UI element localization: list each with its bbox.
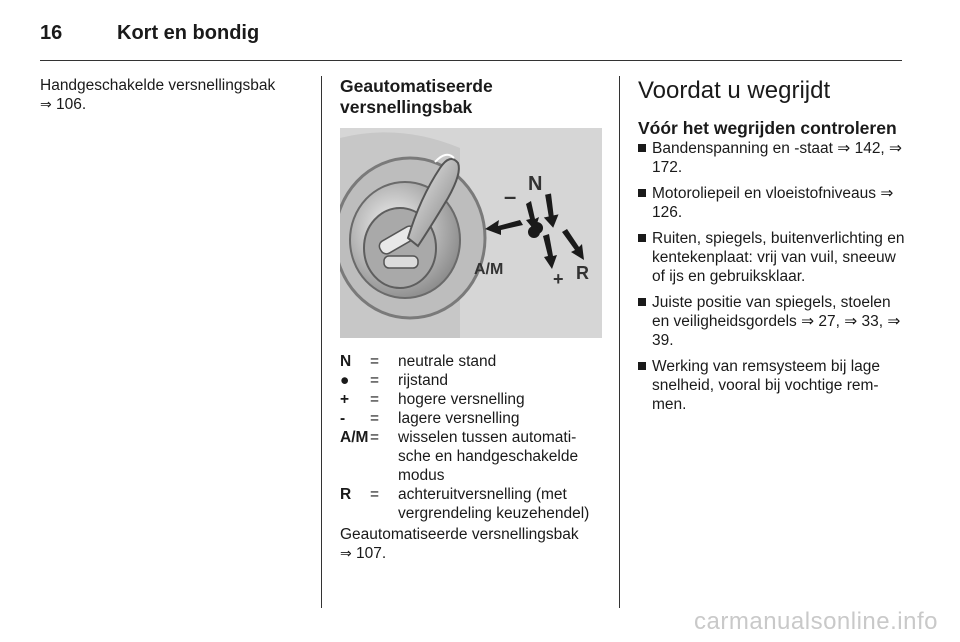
symbol-legend <box>340 352 602 523</box>
reference-page: 106. <box>56 96 87 113</box>
header-rule <box>40 60 902 61</box>
page-title: Kort en bondig <box>117 22 260 44</box>
column-1 <box>40 76 310 115</box>
reference-page: 107. <box>356 545 387 562</box>
legend-equals: = <box>370 486 380 503</box>
column-divider <box>619 76 620 608</box>
section-heading-line: Geautomatiseerde <box>340 76 493 96</box>
checklist-item: Ruiten, spiegels, buitenverlichting en kentekenplaat: vrij van vuil, sneeuw of ijs en gebruiksklaar. <box>638 229 906 286</box>
legend-symbol: + <box>340 391 350 408</box>
gear-selector-svg <box>340 128 602 338</box>
cross-reference[interactable] <box>340 525 602 564</box>
legend-description: neutrale stand <box>398 353 497 370</box>
legend-row <box>340 409 602 428</box>
page-number: 16 <box>40 22 63 44</box>
sub-heading: Vóór het wegrijden controleren <box>638 118 897 138</box>
legend-description: hogere versnelling <box>398 391 525 408</box>
legend-row <box>340 485 602 523</box>
legend-symbol: A/M <box>340 429 369 446</box>
figure-label-minus: – <box>504 184 517 209</box>
column-2 <box>340 76 602 562</box>
figure-label-r: R <box>576 263 589 283</box>
legend-description: rijstand <box>398 372 448 389</box>
legend-description: achteruitversnelling (met vergrendeling keuzehendel) <box>398 486 590 522</box>
section-heading-line: versnellingsbak <box>340 97 473 117</box>
checklist-item: Bandenspanning en -staat ⇒ 142, ⇒ 172. <box>638 139 906 177</box>
main-heading: Voordat u wegrijdt <box>638 77 831 104</box>
legend-description: wisselen tussen automati-sche en handgeschakelde modus <box>398 429 579 484</box>
section-heading <box>340 76 602 118</box>
gear-selector-illustration <box>340 128 602 338</box>
cross-reference-text: Geautomatiseerde versnellingsbak <box>340 526 579 543</box>
legend-row <box>340 371 602 390</box>
figure-label-plus: + <box>553 269 564 289</box>
checklist-item: Juiste positie van spiegels, stoelen en veiligheidsgordels ⇒ 27, ⇒ 33, ⇒ 39. <box>638 293 906 350</box>
legend-row <box>340 428 602 485</box>
checklist <box>638 139 906 414</box>
legend-description: lagere versnelling <box>398 410 520 427</box>
reference-arrow-icon: ⇒ <box>340 546 352 562</box>
legend-equals: = <box>370 391 380 408</box>
legend-symbol: R <box>340 486 352 503</box>
checklist-item: Motoroliepeil en vloeistofniveaus ⇒ 126. <box>638 184 906 222</box>
legend-equals: = <box>370 353 380 370</box>
reference-arrow-icon: ⇒ <box>40 97 52 113</box>
legend-row <box>340 352 602 371</box>
legend-equals: = <box>370 429 380 446</box>
watermark: carmanualsonline.info <box>694 608 938 635</box>
legend-symbol: ● <box>340 372 350 389</box>
legend-symbol: N <box>340 353 352 370</box>
cross-reference[interactable] <box>40 95 310 115</box>
figure-label-am: A/M <box>474 261 504 278</box>
cross-reference-text: Handgeschakelde versnellingsbak <box>40 77 276 94</box>
legend-equals: = <box>370 410 380 427</box>
legend-symbol: - <box>340 410 346 427</box>
checklist-item: Werking van remsysteem bij lage snelheid, vooral bij vochtige rem-men. <box>638 357 906 414</box>
column-3 <box>638 76 906 421</box>
figure-label-n: N <box>528 173 543 195</box>
legend-row <box>340 390 602 409</box>
legend-equals: = <box>370 372 380 389</box>
column-divider <box>321 76 322 608</box>
